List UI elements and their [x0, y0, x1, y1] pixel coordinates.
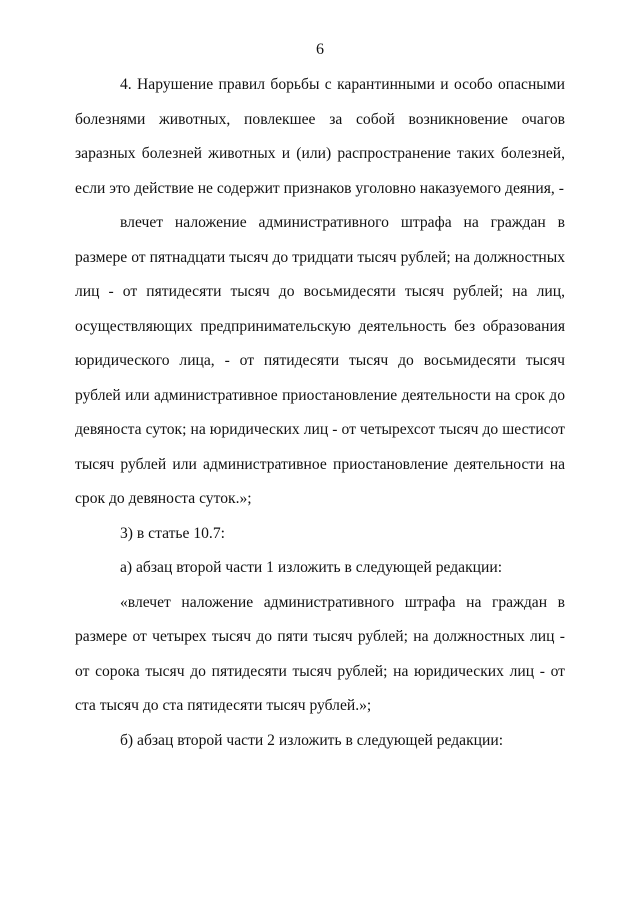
paragraph-part-2-amendment: б) абзац второй части 2 изложить в следующей редакции:	[120, 731, 504, 749]
paragraph-part-1-amendment: а) абзац второй части 1 изложить в следующей редакции:	[120, 559, 503, 576]
paragraph-article-10-7: 3) в статье 10.7:	[120, 524, 225, 542]
paragraph-part-1-new-text: «влечет наложение административного штрафа на граждан в размере от четырех тысяч до пяти тысяч рублей; на должностных лиц - от сорока тысяч до пятидесяти тысяч рублей; на юридических лиц - от ста тысяч до ста пятидесяти тысяч рублей.»;	[75, 593, 565, 714]
document-body	[75, 68, 565, 758]
paragraph-violation-quarantine-rules: 4. Нарушение правил борьбы с карантинными и особо опасными болезнями животных, повлекшее за собой возникновение очагов заразных болезней животных и (или) распространение таких болезней, если это действие не содержит признаков уголовно наказуемого деяния, -	[75, 76, 565, 197]
page-number: 6	[316, 41, 324, 58]
paragraph-penalty-clause: влечет наложение административного штрафа на граждан в размере от пятнадцати тысяч до тридцати тысяч рублей; на должностных лиц - от пятидесяти тысяч до восьмидесяти тысяч рублей; на лиц, осуществляющих предпринимательскую деятельность без образования юридического лица, - от пятидесяти тысяч до восьмидесяти тысяч рублей или административное приостановление деятельности на срок до девяноста суток; на юридических лиц - от четырехсот тысяч до шестисот тысяч рублей или административное приостановление деятельности на срок до девяноста суток.»;	[75, 214, 565, 507]
